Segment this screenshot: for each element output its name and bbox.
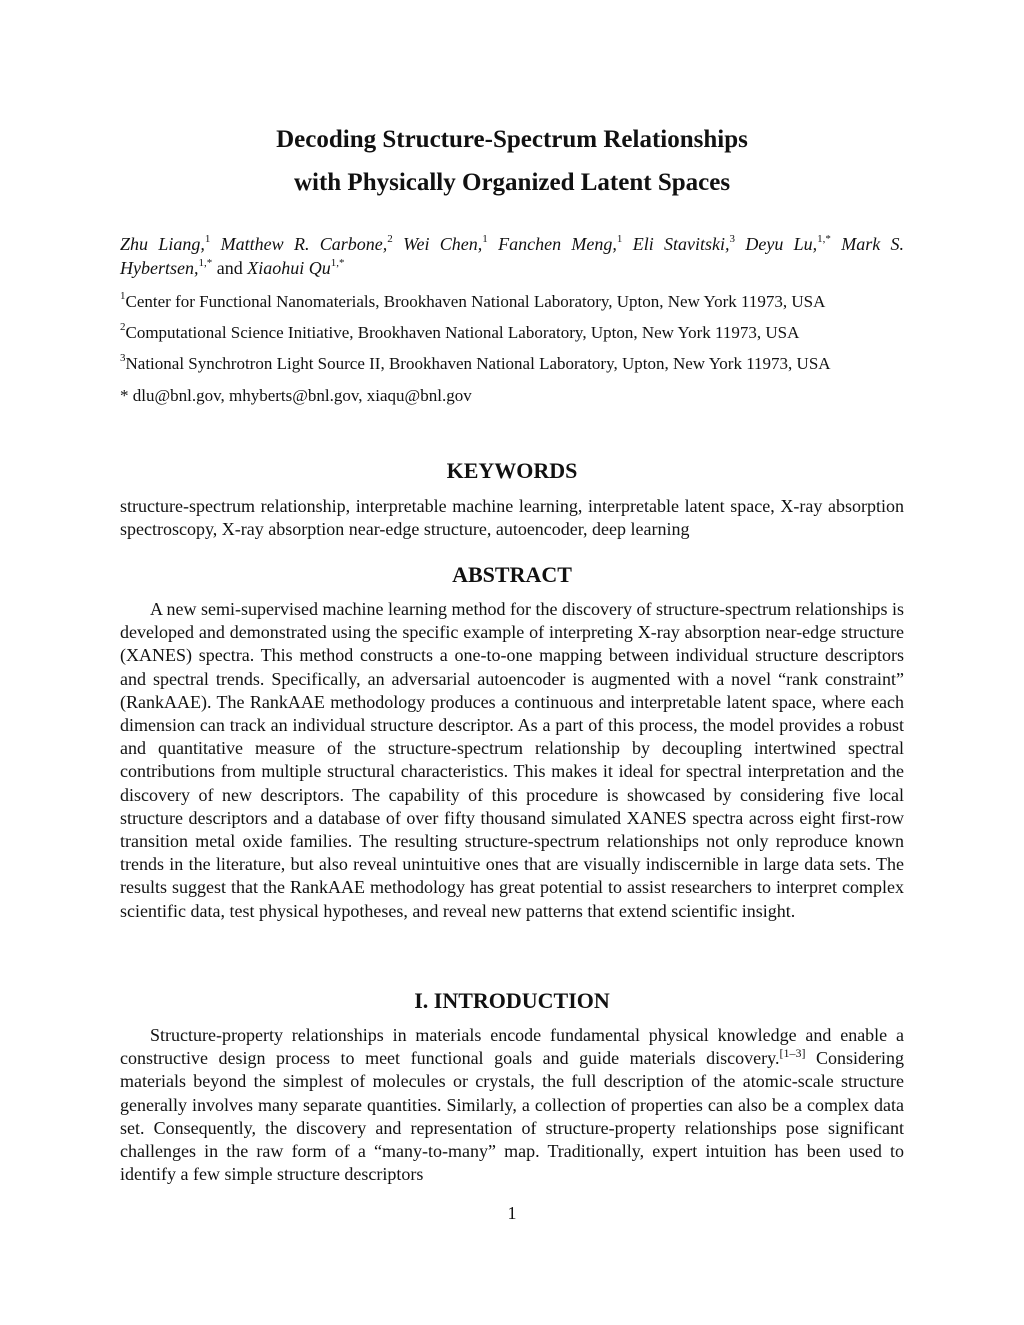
author-name: Wei Chen,: [403, 234, 483, 254]
intro-text-part: Considering materials beyond the simplest of molecules or crystals, the full description of the atomic-scale structure generally involves many separate quantities. Similarly, a collection of properties can also be a complex data set. Consequently, the discovery and representation of structure-property relationships pose significant challenges in the raw form of a “many-to-many” map. Traditionally, expert intuition has been used to identify a few simple structure descriptors: [120, 1048, 904, 1185]
title-line-1: Decoding Structure-Spectrum Relationships: [276, 126, 748, 153]
author-affil-sup: 1: [482, 233, 488, 245]
corresponding-emails: * dlu@bnl.gov, mhyberts@bnl.gov, xiaqu@bnl.gov: [120, 386, 472, 405]
author-name: Eli Stavitski,: [632, 234, 730, 254]
author-name: Mark S. Hybertsen,: [120, 234, 905, 278]
affiliation-text: Center for Functional Nanomaterials, Brookhaven National Laboratory, Upton, New York 11973, USA: [125, 292, 826, 311]
author-name: Zhu Liang,: [120, 234, 205, 254]
author-affil-sup: 1: [616, 233, 623, 245]
intro-text-part: Structure-property relationships in materials encode fundamental physical knowledge and enable a constructive design process to meet functional goals and guide materials discovery.: [120, 1025, 904, 1069]
author-name: Deyu Lu,: [745, 234, 818, 254]
introduction-heading: I. INTRODUCTION: [414, 988, 610, 1013]
author-name: Matthew R. Carbone,: [220, 234, 388, 254]
affiliation-sup: 1: [120, 290, 126, 303]
paper-title: [120, 118, 904, 204]
affiliation-text: National Synchrotron Light Source II, Brookhaven National Laboratory, Upton, New York 11973, USA: [125, 354, 831, 373]
abstract-text: A new semi-supervised machine learning method for the discovery of structure-spectrum relationships is developed and demonstrated using the specific example of interpreting X-ray absorption near-edge structure (XANES) spectra. This method constructs a one-to-one mapping between individual structure descriptors and spectral trends. Specifically, an adversarial autoencoder is augmented with a novel “rank constraint” (RankAAE). The RankAAE methodology produces a continuous and interpretable latent space, where each dimension can track an individual structure descriptor. As a part of this process, the model provides a robust and quantitative measure of the structure-spectrum relationship by decoupling intertwined spectral contributions from multiple structural characteristics. This makes it ideal for spectral interpretation and the discovery of new descriptors. The capability of this procedure is showcased by considering five local structure descriptors and a database of over fifty thousand simulated XANES spectra across eight first-row transition metal oxide families. The resulting structure-spectrum relationships not only reproduce known trends in the literature, but also reveal unintuitive ones that are visually indiscernible in large data sets. The results suggest that the RankAAE methodology has great potential to assist researchers to interpret complex scientific data, test physical hypotheses, and reveal new patterns that extend scientific insight.: [120, 599, 904, 921]
citation-ref[interactable]: [1–3]: [779, 1046, 806, 1061]
page-number: 1: [507, 1203, 517, 1223]
author-affil-sup: 1,*: [817, 233, 831, 245]
author-name: Fanchen Meng,: [498, 234, 617, 254]
affiliation-2: [120, 322, 904, 344]
affiliation-3: [120, 353, 904, 375]
introduction-text: [120, 1024, 904, 1186]
abstract-heading: ABSTRACT: [452, 562, 572, 587]
keywords-heading: KEYWORDS: [446, 458, 578, 483]
author-list: [120, 232, 904, 280]
author-affil-sup: 1,*: [198, 257, 213, 269]
affiliation-1: [120, 291, 904, 313]
affiliation-sup: 2: [120, 321, 126, 334]
author-affil-sup: 1,*: [330, 257, 345, 269]
title-line-2: with Physically Organized Latent Spaces: [293, 169, 731, 196]
affiliation-sup: 3: [120, 352, 126, 365]
author-affil-sup: 2: [387, 233, 393, 245]
author-affil-sup: 3: [729, 233, 736, 245]
author-and: and: [216, 258, 243, 278]
author-affil-sup: 1: [204, 233, 211, 245]
author-name: Xiaohui Qu: [247, 258, 331, 278]
keywords-text: structure-spectrum relationship, interpretable machine learning, interpretable latent space, X-ray absorption spectroscopy, X-ray absorption near-edge structure, autoencoder, deep learning: [120, 496, 904, 540]
affiliation-text: Computational Science Initiative, Brookhaven National Laboratory, Upton, New York 11973, USA: [125, 323, 800, 342]
